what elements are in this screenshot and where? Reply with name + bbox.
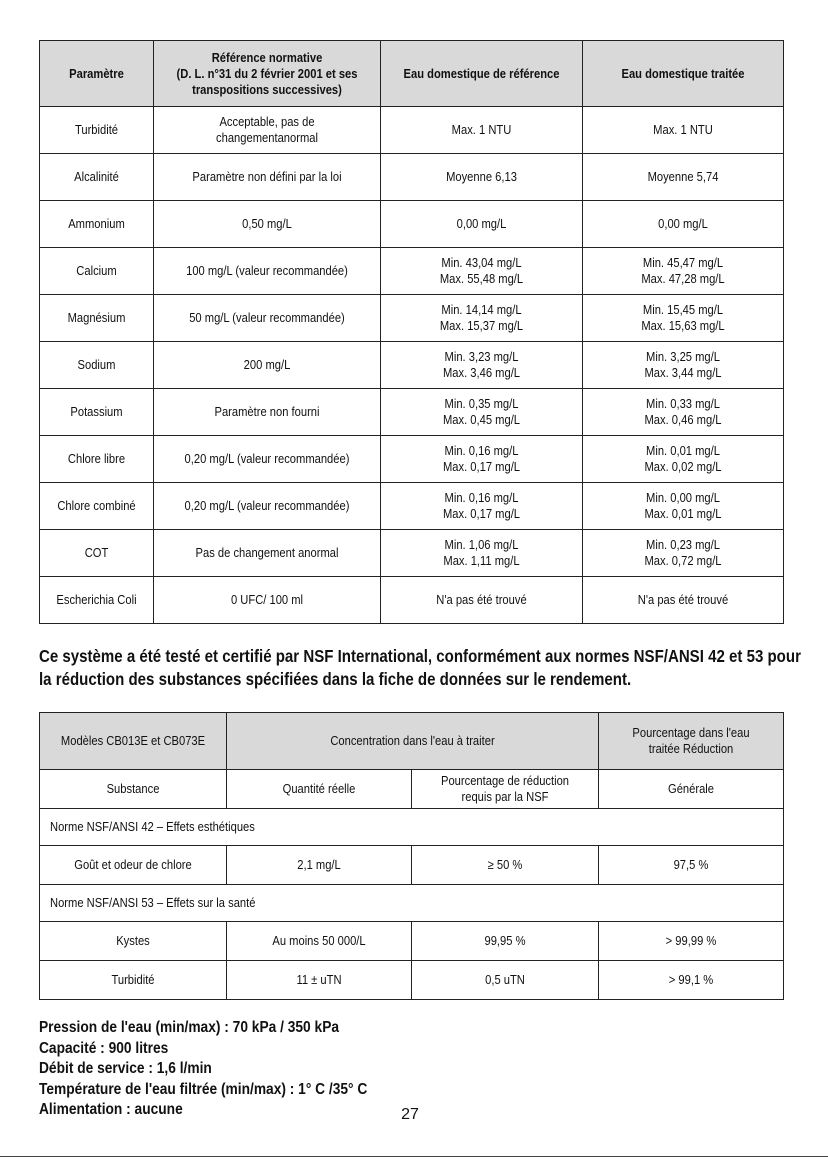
paragraph-line: Ce système a été testé et certifié par NSF International, conformément aux normes NSF/ANSI 42 et 53 pour	[39, 646, 801, 666]
norm-cell: 0,20 mg/L (valeur recommandée)	[154, 483, 381, 530]
certification-paragraph	[39, 645, 799, 691]
paragraph-line: la réduction des substances spécifiées dans la fiche de données sur le rendement.	[39, 669, 632, 689]
substance-cell: Kystes	[40, 922, 227, 961]
norm-cell: Acceptable, pas de changementanormal	[154, 107, 381, 154]
reference-water-cell: Min. 0,35 mg/L Max. 0,45 mg/L	[381, 389, 583, 436]
required-reduction-cell: 0,5 uTN	[412, 961, 599, 1000]
header-cell: Paramètre	[40, 41, 154, 107]
table-row	[40, 295, 784, 342]
parameter-cell: Magnésium	[40, 295, 154, 342]
parameter-cell: Turbidité	[40, 107, 154, 154]
treated-water-cell: N'a pas été trouvé	[583, 577, 784, 624]
table-row	[40, 436, 784, 483]
norm-cell: Paramètre non défini par la loi	[154, 154, 381, 201]
table-row	[40, 154, 784, 201]
spec-flow-rate: Débit de service : 1,6 l/min	[39, 1060, 212, 1077]
norm-cell: 0,20 mg/L (valeur recommandée)	[154, 436, 381, 483]
overall-reduction-cell: 97,5 %	[599, 846, 784, 885]
parameter-cell: Potassium	[40, 389, 154, 436]
specifications-list	[39, 1018, 539, 1121]
section-row	[40, 809, 784, 846]
table-row	[40, 483, 784, 530]
substance-cell: Turbidité	[40, 961, 227, 1000]
parameter-cell: Escherichia Coli	[40, 577, 154, 624]
subheader-cell: Pourcentage de réduction requis par la NSF	[412, 770, 599, 809]
treated-water-cell: Max. 1 NTU	[583, 107, 784, 154]
header-cell: Eau domestique de référence	[381, 41, 583, 107]
nsf-table-header-row	[40, 713, 784, 770]
norm-cell: 0,50 mg/L	[154, 201, 381, 248]
parameter-cell: Sodium	[40, 342, 154, 389]
table-row	[40, 846, 784, 885]
required-reduction-cell: 99,95 %	[412, 922, 599, 961]
spec-water-pressure: Pression de l'eau (min/max) : 70 kPa / 350 kPa	[39, 1019, 340, 1036]
table-row	[40, 961, 784, 1000]
header-cell: Concentration dans l'eau à traiter	[227, 713, 599, 770]
reference-water-cell: Min. 43,04 mg/L Max. 55,48 mg/L	[381, 248, 583, 295]
parameter-cell: Calcium	[40, 248, 154, 295]
treated-water-cell: Min. 0,33 mg/L Max. 0,46 mg/L	[583, 389, 784, 436]
parameters-table-header-row	[40, 41, 784, 107]
parameter-cell: Chlore libre	[40, 436, 154, 483]
treated-water-cell: Min. 0,01 mg/L Max. 0,02 mg/L	[583, 436, 784, 483]
section-row	[40, 885, 784, 922]
overall-reduction-cell: > 99,99 %	[599, 922, 784, 961]
table-row	[40, 389, 784, 436]
norm-cell: 100 mg/L (valeur recommandée)	[154, 248, 381, 295]
spec-power-supply: Alimentation : aucune	[39, 1101, 183, 1118]
reference-water-cell: Min. 3,23 mg/L Max. 3,46 mg/L	[381, 342, 583, 389]
table-row	[40, 922, 784, 961]
nsf-table-subheader-row	[40, 770, 784, 809]
treated-water-cell: Min. 0,00 mg/L Max. 0,01 mg/L	[583, 483, 784, 530]
required-reduction-cell: ≥ 50 %	[412, 846, 599, 885]
header-cell: Référence normative (D. L. n°31 du 2 février 2001 et ses transpositions successives)	[154, 41, 381, 107]
header-cell: Modèles CB013E et CB073E	[40, 713, 227, 770]
parameter-cell: Alcalinité	[40, 154, 154, 201]
reference-water-cell: 0,00 mg/L	[381, 201, 583, 248]
norm-cell: Pas de changement anormal	[154, 530, 381, 577]
actual-quantity-cell: 11 ± uTN	[227, 961, 412, 1000]
table-row	[40, 201, 784, 248]
norm-cell: 200 mg/L	[154, 342, 381, 389]
treated-water-cell: Moyenne 5,74	[583, 154, 784, 201]
parameter-cell: Ammonium	[40, 201, 154, 248]
spec-capacity: Capacité : 900 litres	[39, 1039, 169, 1057]
subheader-cell: Quantité réelle	[227, 770, 412, 809]
table-row	[40, 342, 784, 389]
spec-water-temperature: Température de l'eau filtrée (min/max) : 1° C /35° C	[39, 1080, 368, 1098]
reference-water-cell: Max. 1 NTU	[381, 107, 583, 154]
header-cell: Eau domestique traitée	[583, 41, 784, 107]
reference-water-cell: Moyenne 6,13	[381, 154, 583, 201]
actual-quantity-cell: 2,1 mg/L	[227, 846, 412, 885]
norm-cell: 50 mg/L (valeur recommandée)	[154, 295, 381, 342]
treated-water-cell: Min. 45,47 mg/L Max. 47,28 mg/L	[583, 248, 784, 295]
parameter-cell: COT	[40, 530, 154, 577]
treated-water-cell: 0,00 mg/L	[583, 201, 784, 248]
table-row	[40, 107, 784, 154]
treated-water-cell: Min. 0,23 mg/L Max. 0,72 mg/L	[583, 530, 784, 577]
treated-water-cell: Min. 15,45 mg/L Max. 15,63 mg/L	[583, 295, 784, 342]
page-number: 27	[401, 1106, 419, 1123]
overall-reduction-cell: > 99,1 %	[599, 961, 784, 1000]
header-cell: Pourcentage dans l'eau traitée Réduction	[599, 713, 784, 770]
norm-cell: 0 UFC/ 100 ml	[154, 577, 381, 624]
subheader-cell: Générale	[599, 770, 784, 809]
table-row	[40, 577, 784, 624]
bottom-divider	[0, 1156, 828, 1157]
table-row	[40, 248, 784, 295]
section-heading: Norme NSF/ANSI 42 – Effets esthétiques	[40, 809, 784, 846]
nsf-performance-table	[39, 712, 784, 1000]
reference-water-cell: Min. 14,14 mg/L Max. 15,37 mg/L	[381, 295, 583, 342]
table-row	[40, 530, 784, 577]
norm-cell: Paramètre non fourni	[154, 389, 381, 436]
reference-water-cell: Min. 1,06 mg/L Max. 1,11 mg/L	[381, 530, 583, 577]
parameter-cell: Chlore combiné	[40, 483, 154, 530]
reference-water-cell: Min. 0,16 mg/L Max. 0,17 mg/L	[381, 483, 583, 530]
treated-water-cell: Min. 3,25 mg/L Max. 3,44 mg/L	[583, 342, 784, 389]
reference-water-cell: Min. 0,16 mg/L Max. 0,17 mg/L	[381, 436, 583, 483]
reference-water-cell: N'a pas été trouvé	[381, 577, 583, 624]
substance-cell: Goût et odeur de chlore	[40, 846, 227, 885]
subheader-cell: Substance	[40, 770, 227, 809]
actual-quantity-cell: Au moins 50 000/L	[227, 922, 412, 961]
section-heading: Norme NSF/ANSI 53 – Effets sur la santé	[40, 885, 784, 922]
parameters-table	[39, 40, 784, 624]
